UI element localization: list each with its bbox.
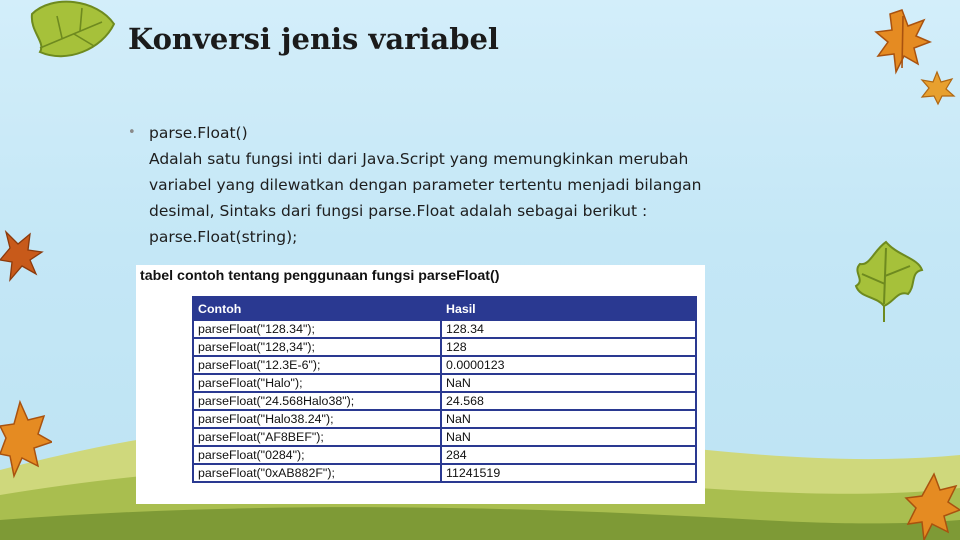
table-row [194,375,695,391]
right-green-leaf-icon [846,236,928,326]
result-cell: 128.34 [442,321,695,337]
column-header-contoh: Contoh [194,298,440,319]
table-row [194,339,695,355]
example-cell: parseFloat("12.3E-6"); [194,357,440,373]
example-cell: parseFloat("AF8BEF"); [194,429,440,445]
syntax-line: parse.Float(string); [149,228,298,246]
table-row [194,411,695,427]
red-leaf-icon [0,226,44,284]
table-row [194,465,695,481]
example-cell: parseFloat("0xAB882F"); [194,465,440,481]
result-cell: 128 [442,339,695,355]
bullet-item [128,120,828,250]
orange-leaf-icon [872,6,934,78]
result-cell: 284 [442,447,695,463]
slide-title: Konversi jenis variabel [128,22,499,56]
description-line: desimal, Sintaks dari fungsi parse.Float adalah sebagai berikut : [149,202,648,220]
result-cell: 24.568 [442,393,695,409]
example-cell: parseFloat("0284"); [194,447,440,463]
description-line: Adalah satu fungsi inti dari Java.Script yang memungkinkan merubah [149,150,689,168]
bullet-heading: parse.Float() [149,124,248,142]
result-cell: NaN [442,411,695,427]
table-row [194,393,695,409]
example-table-figure [136,265,705,504]
table-row [194,357,695,373]
example-cell: parseFloat("Halo38.24"); [194,411,440,427]
table-row [194,429,695,445]
table-caption: tabel contoh tentang penggunaan fungsi parseFloat() [140,268,500,284]
result-cell: 11241519 [442,465,695,481]
table-row [194,447,695,463]
bottom-right-leaf-icon [904,470,960,540]
example-cell: parseFloat("24.568Halo38"); [194,393,440,409]
result-cell: 0.0000123 [442,357,695,373]
bullet-list [128,120,828,250]
bullet-marker: • [128,125,136,140]
description-line: variabel yang dilewatkan dengan parameter tertentu menjadi bilangan [149,176,702,194]
example-cell: parseFloat("128,34"); [194,339,440,355]
small-orange-leaf-icon [918,70,956,106]
example-cell: parseFloat("Halo"); [194,375,440,391]
table-header-row [194,298,695,319]
left-orange-leaf-icon [0,398,52,484]
parsefloat-table [192,296,697,483]
example-cell: parseFloat("128.34"); [194,321,440,337]
column-header-hasil: Hasil [442,298,695,319]
green-leaf-icon [22,0,122,74]
table-row [194,321,695,337]
result-cell: NaN [442,429,695,445]
result-cell: NaN [442,375,695,391]
